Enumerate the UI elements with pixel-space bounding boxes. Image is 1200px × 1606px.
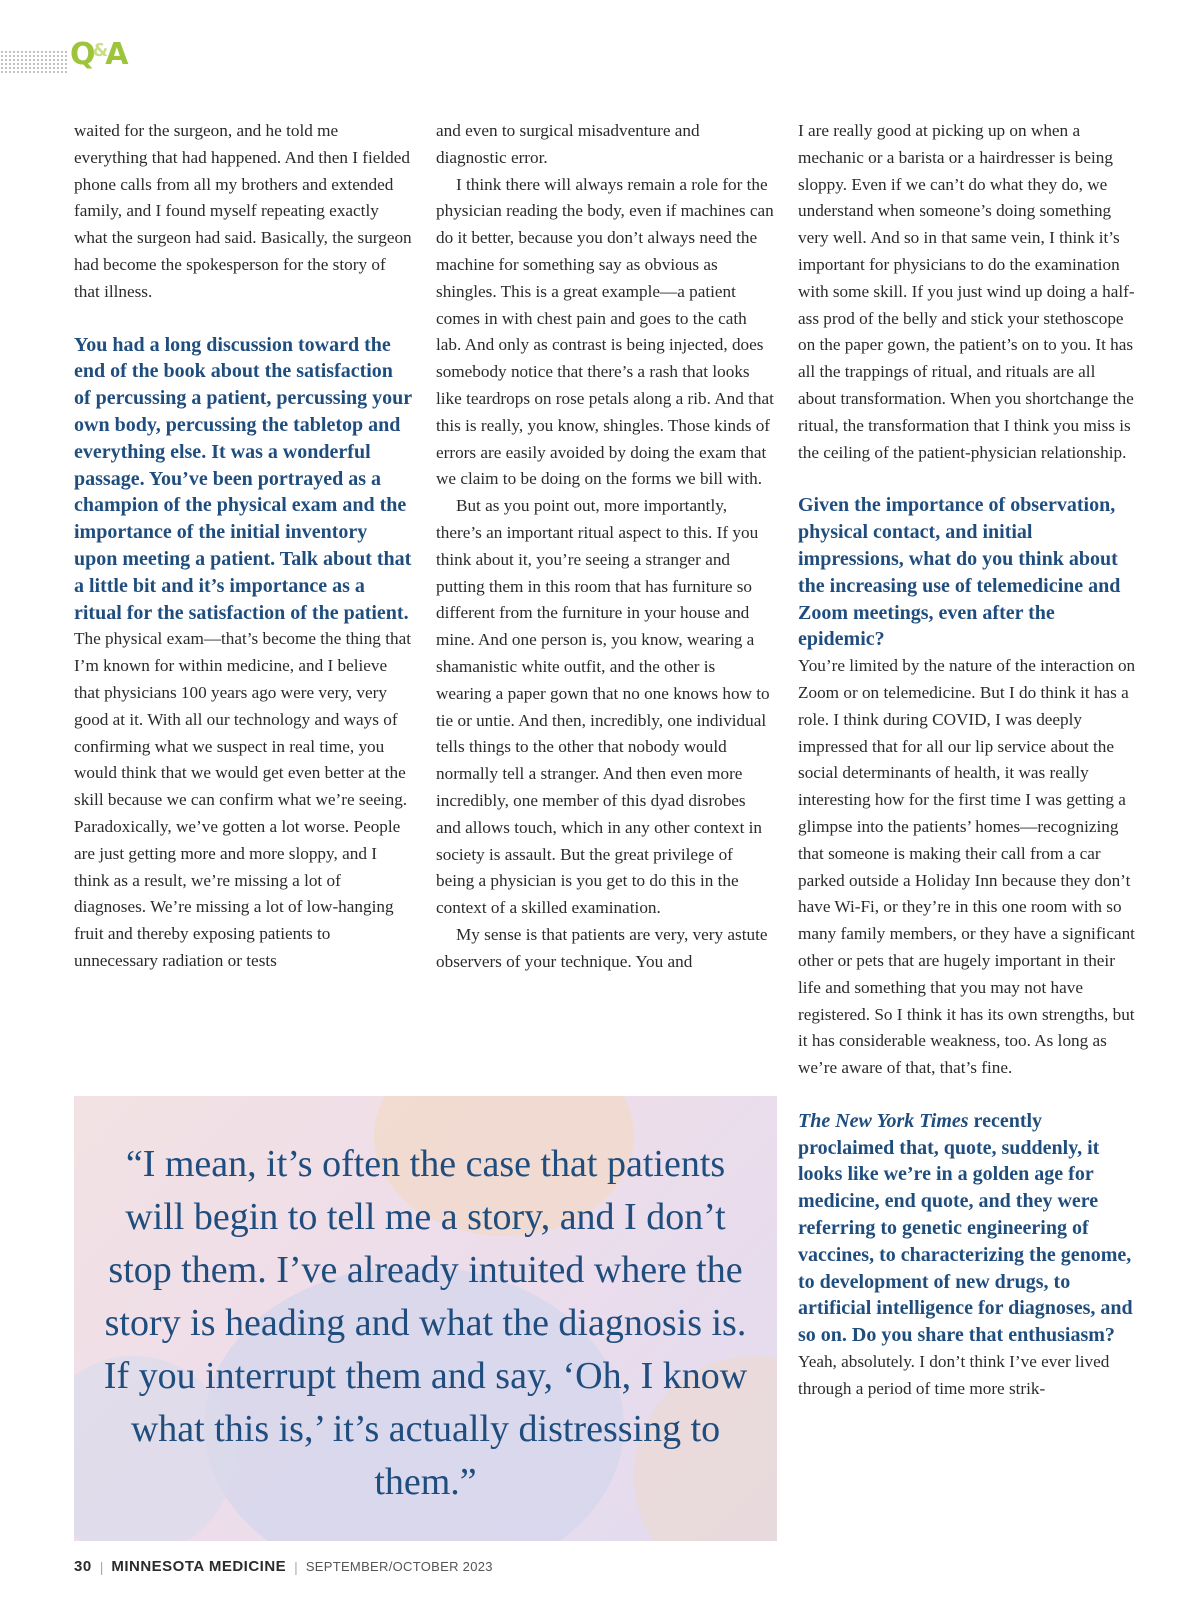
footer-separator: | [99,1558,104,1575]
paragraph: But as you point out, more importantly, there’s an important ritual aspect to this. If you think about it, you’re seeing a stranger and putting them in this room that has furniture so different from the furniture in your house and mine. And one person is, you know, wearing a shamanistic white outfit, and the other is wearing a paper gown that no one knows how to tie or untie. And then, incredibly, one individual tells things to the other that nobody would normally tell a stranger. And then even more incredibly, one member of this dyad disrobes and allows touch, which in any other context in society is assault. But the great privilege of being a physician is you get to do this in the context of a skilled examination. [436,496,770,918]
publication-name: The New York Times [798,1109,969,1132]
logo-ampersand: & [92,40,107,61]
logo-q: Q [70,37,94,72]
paragraph: The physical exam—that’s become the thing that I’m known for within medicine, and I believe that physicians 100 years ago were very, very good at it. With all our technology and ways of confirming what we suspect in real time, you would think that we would get even better at the skill because we can confirm what we’re seeing. Paradoxically, we’ve gotten a lot worse. People are just getting more and more sloppy, and I think as a result, we’re missing a lot of diagnoses. We’re missing a lot of low-hanging fruit and thereby exposing patients to unnecessary radiation or tests [74,629,411,970]
page-number: 30 [74,1558,92,1575]
magazine-name: MINNESOTA MEDICINE [111,1558,287,1575]
text-column-2 [436,118,774,976]
interview-question: Given the importance of observation, physical contact, and initial impressions, what do you think about the increasing use of telemedicine and Zoom meetings, even after the epidemic? [798,494,1121,651]
paragraph: and even to surgical misadventure and diagnostic error. [436,121,700,167]
paragraph: I are really good at picking up on when a mechanic or a barista or a hairdresser is being sloppy. Even if we can’t do what they do, we understand when someone’s doing something very well. And so in that same vein, I think it’s important for physicians to do the examination with some skill. If you just wind up doing a half-ass prod of the belly and stick your stethoscope on the paper gown, the patient’s on to you. It has all the trappings of ritual, and rituals are all about transformation. When you shortchange the ritual, the transformation that I think you miss is the ceiling of the patient-physician relationship. [798,121,1135,462]
text-column-1 [74,118,412,975]
text-column-3 [798,118,1136,1403]
paragraph: waited for the surgeon, and he told me everything that had happened. And then I fielded phone calls from all my brothers and extended family, and I found myself repeating exactly what the surgeon had said. Basically, the surgeon had become the spokesperson for the story of that illness. [74,121,412,301]
footer-separator: | [294,1558,298,1575]
paragraph: I think there will always remain a role for the physician reading the body, even if machines can do it better, because you don’t always need the machine for something say as obvious as shingles. This is a great example—a patient comes in with chest pain and goes to the cath lab. And only as contrast is being injected, does somebody notice that there’s a rash that looks like teardrops on rose petals along a rib. And that this is really, you know, shingles. Those kinds of errors are easily avoided by doing the exam that we claim to be doing on the forms we bill with. [436,174,774,489]
pull-quote-box [74,1096,777,1541]
paragraph: Yeah, absolutely. I don’t think I’ve ever lived through a period of time more strik- [798,1352,1110,1398]
qa-section-logo [70,37,127,72]
interview-question [798,1108,1136,1349]
decorative-dot-pattern [0,50,68,74]
logo-a: A [105,37,127,72]
paragraph: My sense is that patients are very, very astute observers of your technique. You and [436,924,768,971]
pull-quote-text: “I mean, it’s often the case that patients will begin to tell me a story, and I don’t stop them. I’ve already intuited where the story is heading and what the diagnosis is. If you interrupt them and say, ‘Oh, I know what this is,’ it’s actually distressing to them.” [103,1143,748,1503]
paragraph: You’re limited by the nature of the interaction on Zoom or on telemedicine. But I do think it has a role. I think during COVID, I was deeply impressed that for all our lip service about the social determinants of health, it was really interesting how for the first time I was getting a glimpse into the patients’ homes—recognizing that someone is making their call from a car parked outside a Holiday Inn because they don’t have Wi-Fi, or they’re in this one room with so many family members, or they have a significant other or pets that are hugely important in their life and something that you may not have registered. So I think it has its own strengths, but it has considerable weakness, too. As long as we’re aware of that, that’s fine. [798,656,1136,1078]
issue-date: SEPTEMBER/OCTOBER 2023 [305,1559,493,1574]
page-footer [74,1558,493,1575]
question-text: recently proclaimed that, quote, suddenly, it looks like we’re in a golden age for medicine, end quote, and they were referring to genetic engineering of vaccines, to characterizing the genome, to development of new drugs, to artificial intelligence for diagnoses, and so on. Do you share that enthusiasm? [798,1109,1133,1347]
interview-question: You had a long discussion toward the end of the book about the satisfaction of percussing a patient, percussing your own body, percussing the tabletop and everything else. It was a wonderful passage. You’ve been portrayed as a champion of the physical exam and the importance of the initial inventory upon meeting a patient. Talk about that a little bit and it’s importance as a ritual for the satisfaction of the patient. [74,333,412,624]
